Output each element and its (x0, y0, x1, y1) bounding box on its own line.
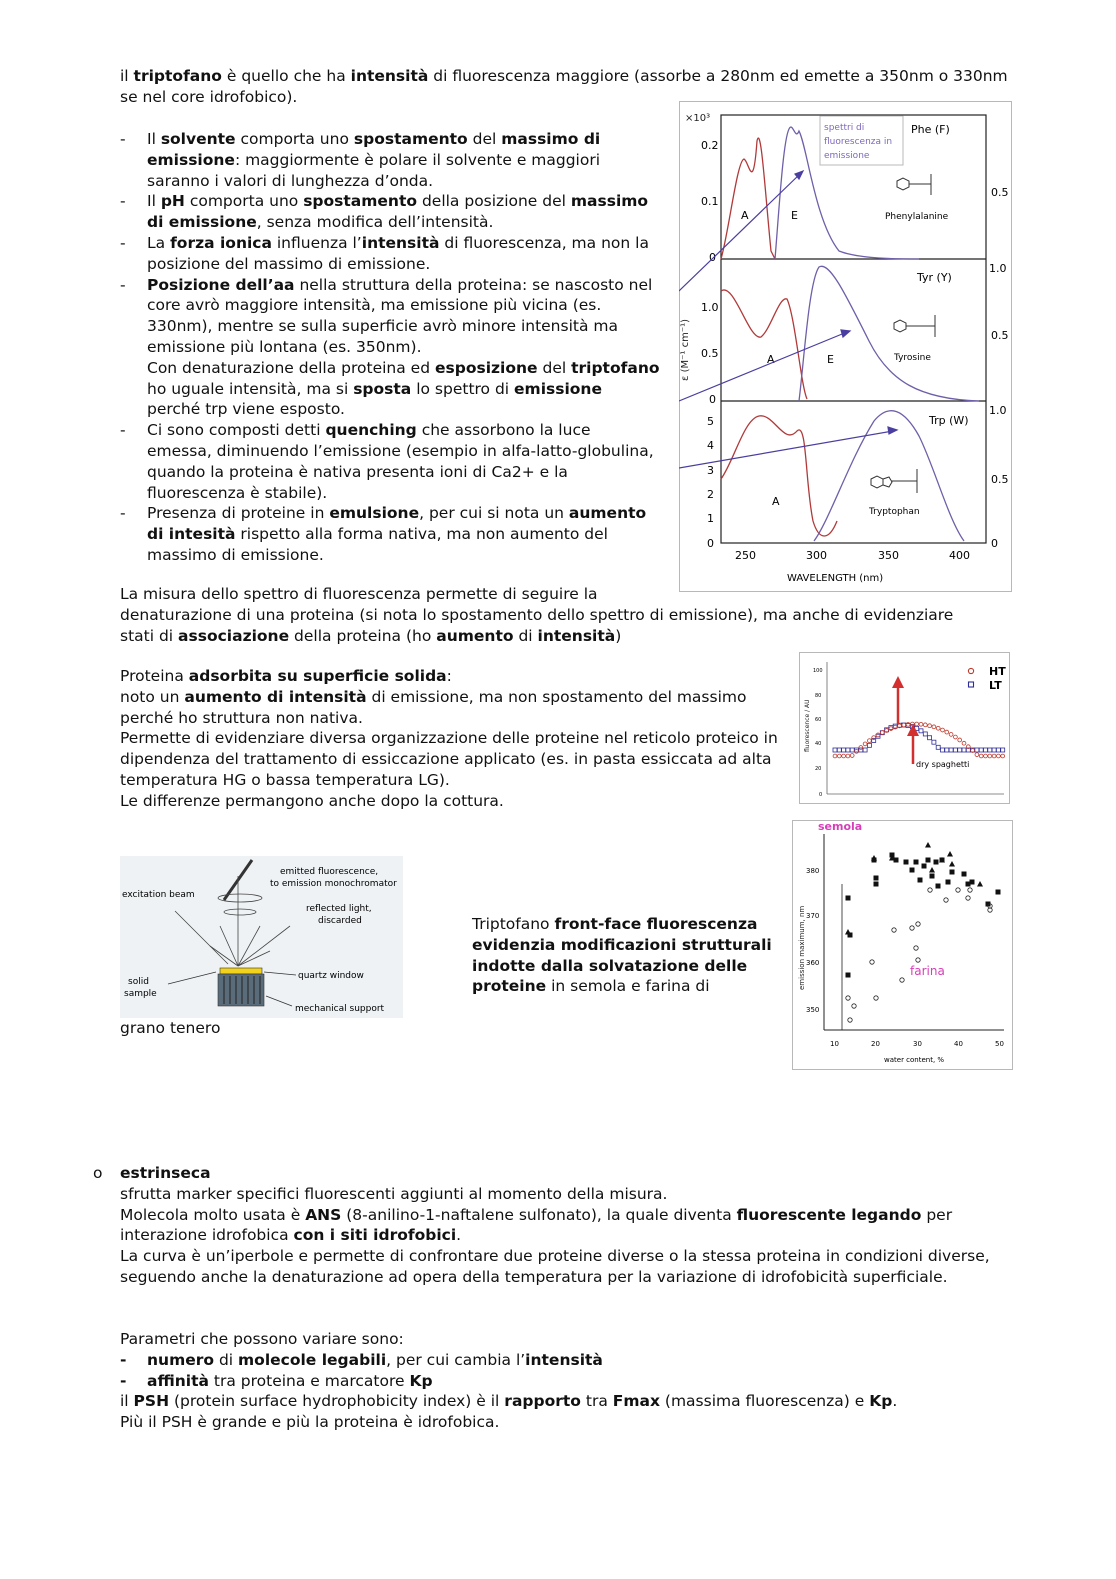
molecule-name: Tryptophan (869, 507, 920, 517)
tick-label: 370 (806, 912, 820, 920)
panel-name: Phe (F) (911, 123, 950, 136)
frontface-caption-tail: grano tenero (120, 1019, 221, 1037)
tick-label: 0 (707, 537, 714, 550)
list-item: - Posizione dell’aa nella struttura della proteina: se nascosto nel core avrò maggiore intensità, ma emissione più vicina (es. 330nm), mentre se sulla superficie avrò minore intensità ma emissione più lontana (es. 350nm). Con denaturazione della proteina ed esposizione del triptofano ho uguale intensità, ma si sposta lo spettro di emissione perché trp viene esposto. (120, 275, 660, 419)
tick-label: 350 (806, 1006, 820, 1014)
sample-label: solid (128, 977, 149, 987)
estrinseca-title: estrinseca (120, 1164, 211, 1182)
tick-label: 40 (954, 1040, 963, 1048)
tick-label: 1.0 (701, 301, 719, 314)
data-point (904, 860, 909, 865)
list-item: - La forza ionica influenza l’intensità di fluorescenza, ma non la posizione del massimo di emissione. (120, 233, 649, 273)
tick-label: 80 (815, 693, 822, 699)
tick-label: 350 (878, 549, 899, 562)
data-point (874, 882, 879, 887)
data-point (846, 896, 851, 901)
data-point (922, 864, 927, 869)
tick-label: 400 (949, 549, 970, 562)
absorption-label: A (767, 353, 775, 366)
tick-label: 30 (913, 1040, 922, 1048)
tick-label: 4 (707, 439, 714, 452)
estrinseca-bullet: o (93, 1164, 103, 1182)
parametri-section: Parametri che possono variare sono: - numero di molecole legabili, per cui cambia l’intensità - affinità tra proteina e marcatore Kp il PSH (protein surface hydrophobicity index) è il rapporto tra Fmax (massima fluorescenza) e Kp. Più il PSH è grande e più la proteina è idrofobica. (120, 1329, 1040, 1433)
molecule-name: Tyrosine (894, 353, 931, 363)
tick-label: 250 (735, 549, 756, 562)
data-point (926, 858, 931, 863)
tick-label: 0.1 (701, 195, 719, 208)
list-item: - Ci sono composti detti quenching che assorbono la luce emessa, diminuendo l’emissione (esempio in alfa-latto-globulina, quando la proteina è nativa presenta ioni di Ca2+ e la fluorescenza è stabile). (120, 421, 654, 502)
data-point (936, 884, 941, 889)
excitation-label: excitation beam (122, 890, 195, 900)
intro-paragraph: il triptofano è quello che ha intensità di fluorescenza maggiore (assorbe a 280nm ed emette a 350nm o 330nm se nel core idrofobico). (120, 67, 1008, 106)
data-point (934, 860, 939, 865)
callout-line: emissione (824, 151, 870, 161)
sample-label: sample (124, 989, 157, 999)
y-axis-label: emission maximum, nm (798, 905, 806, 990)
data-point (996, 890, 1001, 895)
data-point (910, 868, 915, 873)
reflected-label: reflected light, (306, 904, 372, 914)
tick-label: 1.0 (989, 404, 1007, 417)
panel-name: Tyr (Y) (917, 271, 952, 284)
scatter-figure (792, 820, 1013, 1070)
frontface-caption: Triptofano front-face fluorescenza evidenzia modificazioni strutturali indotte dalla solvatazione delle proteine in semola e farina di (472, 915, 772, 996)
annotation-text: dry spaghetti (916, 760, 970, 769)
tick-label: 380 (806, 867, 820, 875)
adsorbita-paragraph: Proteina adsorbita su superficie solida: noto un aumento di intensità di emissione, ma non spostamento del massimo perché ho struttura non nativa. Permette di evidenziare diversa organizzazione delle proteine nel reticolo proteico in dipendenza del trattamento di essiccazione applicato (es. in pasta essiccata ad alta temperatura HG o bassa temperatura LG). Le differenze permangono anche dopo la cottura. (120, 667, 778, 810)
emission-label: E (827, 353, 834, 366)
spectra-figure (679, 101, 1012, 592)
tick-label: 0 (819, 792, 823, 798)
panel-name: Trp (W) (929, 414, 969, 427)
absorption-label: A (772, 495, 780, 508)
tick-label: 2 (707, 488, 714, 501)
tick-label: 10 (830, 1040, 839, 1048)
callout-line: spettri di (824, 123, 865, 133)
data-point (946, 880, 951, 885)
quartz-label: quartz window (298, 971, 364, 981)
htlt-figure (799, 652, 1010, 804)
spectra-chart (679, 101, 1012, 592)
misura-paragraph: La misura dello spettro di fluorescenza permette di seguire la denaturazione di una proteina (si nota lo spostamento dello spettro di emissione), ma anche di evidenziare stati di associazione della proteina (ho aumento di intensità) (120, 585, 954, 645)
emission-label: E (791, 209, 798, 222)
tick-label: 60 (815, 717, 822, 723)
x-axis-label: WAVELENGTH (nm) (787, 573, 884, 584)
data-point (914, 860, 919, 865)
tick-label: 100 (813, 668, 823, 674)
data-point (962, 872, 967, 877)
schematic-drawing (120, 856, 403, 1018)
tick-label: 50 (995, 1040, 1004, 1048)
tick-label: 0 (709, 251, 716, 264)
callout-line: fluorescenza in (824, 137, 893, 147)
x-axis-label: water content, % (884, 1056, 945, 1064)
emitted-label: to emission monochromator (270, 879, 397, 889)
tick-label: 360 (806, 959, 820, 967)
bullet-list (120, 129, 660, 566)
tick-label: 0.5 (991, 329, 1009, 342)
tick-label: 20 (871, 1040, 880, 1048)
estrinseca-section: estrinseca sfrutta marker specifici fluorescenti aggiunti al momento della misura. Molecola molto usata è ANS (8-anilino-1-naftalene sulfonato), la quale diventa fluorescente legando per interazione idrofobica con i siti idrofobici. La curva è un’iperbole e permette di confrontare due proteine diverse o la stessa proteina in condizioni diverse, seguendo anche la denaturazione ad opera della temperatura per la variazione di idrofobicità superficiale. (120, 1164, 990, 1286)
sample-layer (220, 968, 262, 974)
data-point (950, 870, 955, 875)
farina-label: farina (910, 964, 945, 978)
list-item: - numero di molecole legabili, per cui cambia l’intensità (120, 1350, 603, 1369)
scatter-chart (792, 820, 1013, 1070)
data-point (918, 878, 923, 883)
tick-label: 0 (709, 393, 716, 406)
legend-lt: LT (989, 679, 1002, 692)
list-item: - Il solvente comporta uno spostamento del massimo di emissione: maggiormente è polare il solvente e maggiori saranno i valori di lunghezza d’onda. (120, 130, 601, 190)
tick-label: 0.5 (701, 347, 719, 360)
tick-label: 40 (815, 741, 822, 747)
molecule-name: Phenylalanine (885, 212, 949, 222)
emitted-label: emitted fluorescence, (280, 867, 379, 877)
absorption-label: A (741, 209, 749, 222)
data-point (970, 880, 975, 885)
tick-label: 0.5 (991, 473, 1009, 486)
data-point (874, 876, 879, 881)
semola-label: semola (818, 820, 863, 833)
tick-label: 0 (991, 537, 998, 550)
tick-label: 5 (707, 415, 714, 428)
tick-label: 300 (806, 549, 827, 562)
tick-label: 0.5 (991, 186, 1009, 199)
data-point (846, 973, 851, 978)
y-exponent: ×10³ (685, 113, 711, 124)
tick-label: 1.0 (989, 262, 1007, 275)
list-item: - affinità tra proteina e marcatore Kp (120, 1371, 433, 1390)
legend-ht: HT (989, 665, 1006, 678)
htlt-chart (799, 652, 1010, 804)
y-axis-label: fluorescence / AU (804, 699, 811, 752)
list-item: - Presenza di proteine in emulsione, per cui si nota un aumento di intesità rispetto alla forma nativa, ma non aumento del massimo di emissione. (120, 504, 647, 564)
reflected-label: discarded (318, 916, 362, 926)
data-point (930, 874, 935, 879)
support-block (218, 974, 264, 1006)
list-item: - Il pH comporta uno spostamento della posizione del massimo di emissione, senza modifica dell’intensità. (120, 192, 649, 232)
support-label: mechanical support (295, 1004, 385, 1014)
y-axis-label: ε (M⁻¹ cm⁻¹) (680, 318, 691, 381)
tick-label: 20 (815, 766, 822, 772)
tick-label: 0.2 (701, 139, 719, 152)
frontface-schematic (120, 856, 403, 1018)
tick-label: 3 (707, 464, 714, 477)
tick-label: 1 (707, 512, 714, 525)
